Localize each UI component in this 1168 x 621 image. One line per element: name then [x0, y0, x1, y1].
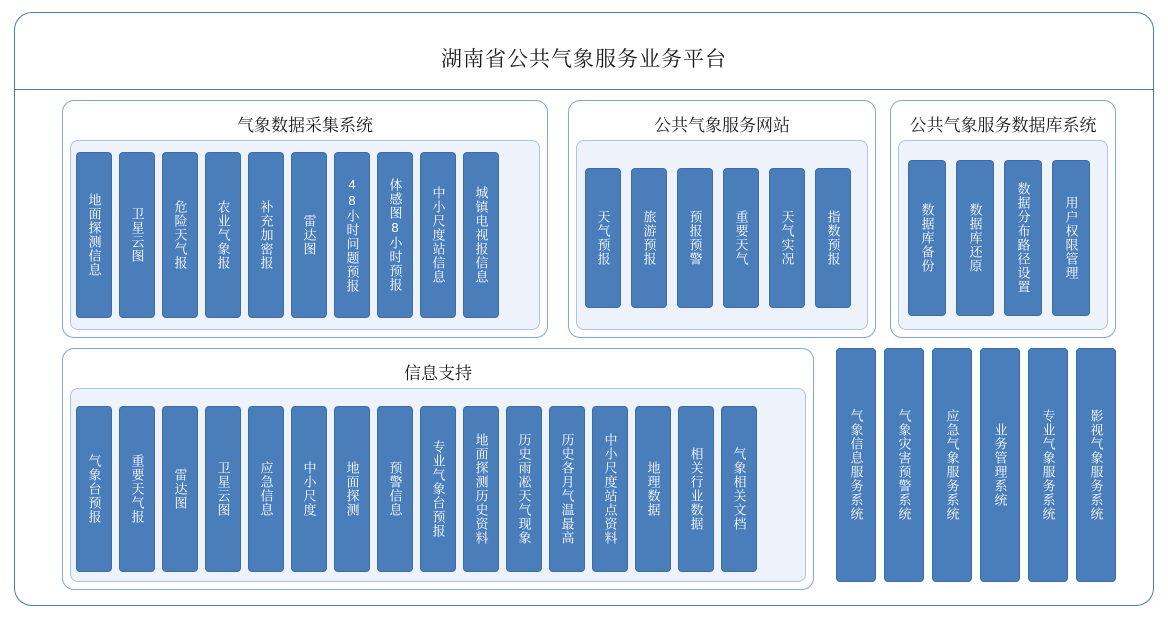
chip-website-5[interactable]: 指数预报: [815, 168, 851, 308]
chip-database-1[interactable]: 数据库还原: [956, 160, 994, 316]
chip-collection-4[interactable]: 补充加密报: [248, 152, 284, 318]
chip-support-4[interactable]: 应急信息: [248, 406, 284, 572]
chip-support-11[interactable]: 历史各月气温最高: [549, 406, 585, 572]
chip-website-0[interactable]: 天气预报: [585, 168, 621, 308]
chip-collection-8[interactable]: 中小尺度站信息: [420, 152, 456, 318]
title-divider: [15, 89, 1153, 90]
chip-collection-1[interactable]: 卫星云图: [119, 152, 155, 318]
chip-website-1[interactable]: 旅游预报: [631, 168, 667, 308]
chip-database-3[interactable]: 用户权限管理: [1052, 160, 1090, 316]
chip-system-5[interactable]: 影视气象服务系统: [1076, 348, 1116, 582]
chip-support-14[interactable]: 相关行业数据: [678, 406, 714, 572]
chip-support-15[interactable]: 气象相关文档: [721, 406, 757, 572]
chip-system-4[interactable]: 专业气象服务系统: [1028, 348, 1068, 582]
chip-support-13[interactable]: 地理数据: [635, 406, 671, 572]
chip-collection-9[interactable]: 城镇电视报信息: [463, 152, 499, 318]
chip-support-3[interactable]: 卫星云图: [205, 406, 241, 572]
chip-collection-2[interactable]: 危险天气报: [162, 152, 198, 318]
chip-system-1[interactable]: 气象灾害预警系统: [884, 348, 924, 582]
chip-support-9[interactable]: 地面探测历史资料: [463, 406, 499, 572]
chip-support-1[interactable]: 重要天气报: [119, 406, 155, 572]
chip-support-10[interactable]: 历史雨凇天气现象: [506, 406, 542, 572]
chip-support-6[interactable]: 地面探测: [334, 406, 370, 572]
group-collection-title: 气象数据采集系统: [237, 116, 373, 135]
chip-collection-7[interactable]: 体感图8小时预报: [377, 152, 413, 318]
chip-support-12[interactable]: 中小尺度站点资料: [592, 406, 628, 572]
chip-website-2[interactable]: 预报预警: [677, 168, 713, 308]
chip-collection-3[interactable]: 农业气象报: [205, 152, 241, 318]
chip-collection-5[interactable]: 雷达图: [291, 152, 327, 318]
group-support-title: 信息支持: [404, 364, 472, 383]
chip-system-2[interactable]: 应急气象服务系统: [932, 348, 972, 582]
chip-database-2[interactable]: 数据分布路径设置: [1004, 160, 1042, 316]
chip-support-2[interactable]: 雷达图: [162, 406, 198, 572]
chip-website-3[interactable]: 重要天气: [723, 168, 759, 308]
chip-system-3[interactable]: 业务管理系统: [980, 348, 1020, 582]
chip-support-0[interactable]: 气象台预报: [76, 406, 112, 572]
chip-support-5[interactable]: 中小尺度: [291, 406, 327, 572]
group-website-title: 公共气象服务网站: [654, 116, 790, 135]
chip-support-8[interactable]: 专业气象台预报: [420, 406, 456, 572]
page-title: 湖南省公共气象服务业务平台: [441, 48, 727, 71]
chip-collection-0[interactable]: 地面探测信息: [76, 152, 112, 318]
chip-collection-6[interactable]: 48小时问题预报: [334, 152, 370, 318]
chip-support-7[interactable]: 预警信息: [377, 406, 413, 572]
chip-system-0[interactable]: 气象信息服务系统: [836, 348, 876, 582]
chip-database-0[interactable]: 数据库备份: [908, 160, 946, 316]
group-database-title: 公共气象服务数据库系统: [909, 116, 1097, 135]
chip-website-4[interactable]: 天气实况: [769, 168, 805, 308]
